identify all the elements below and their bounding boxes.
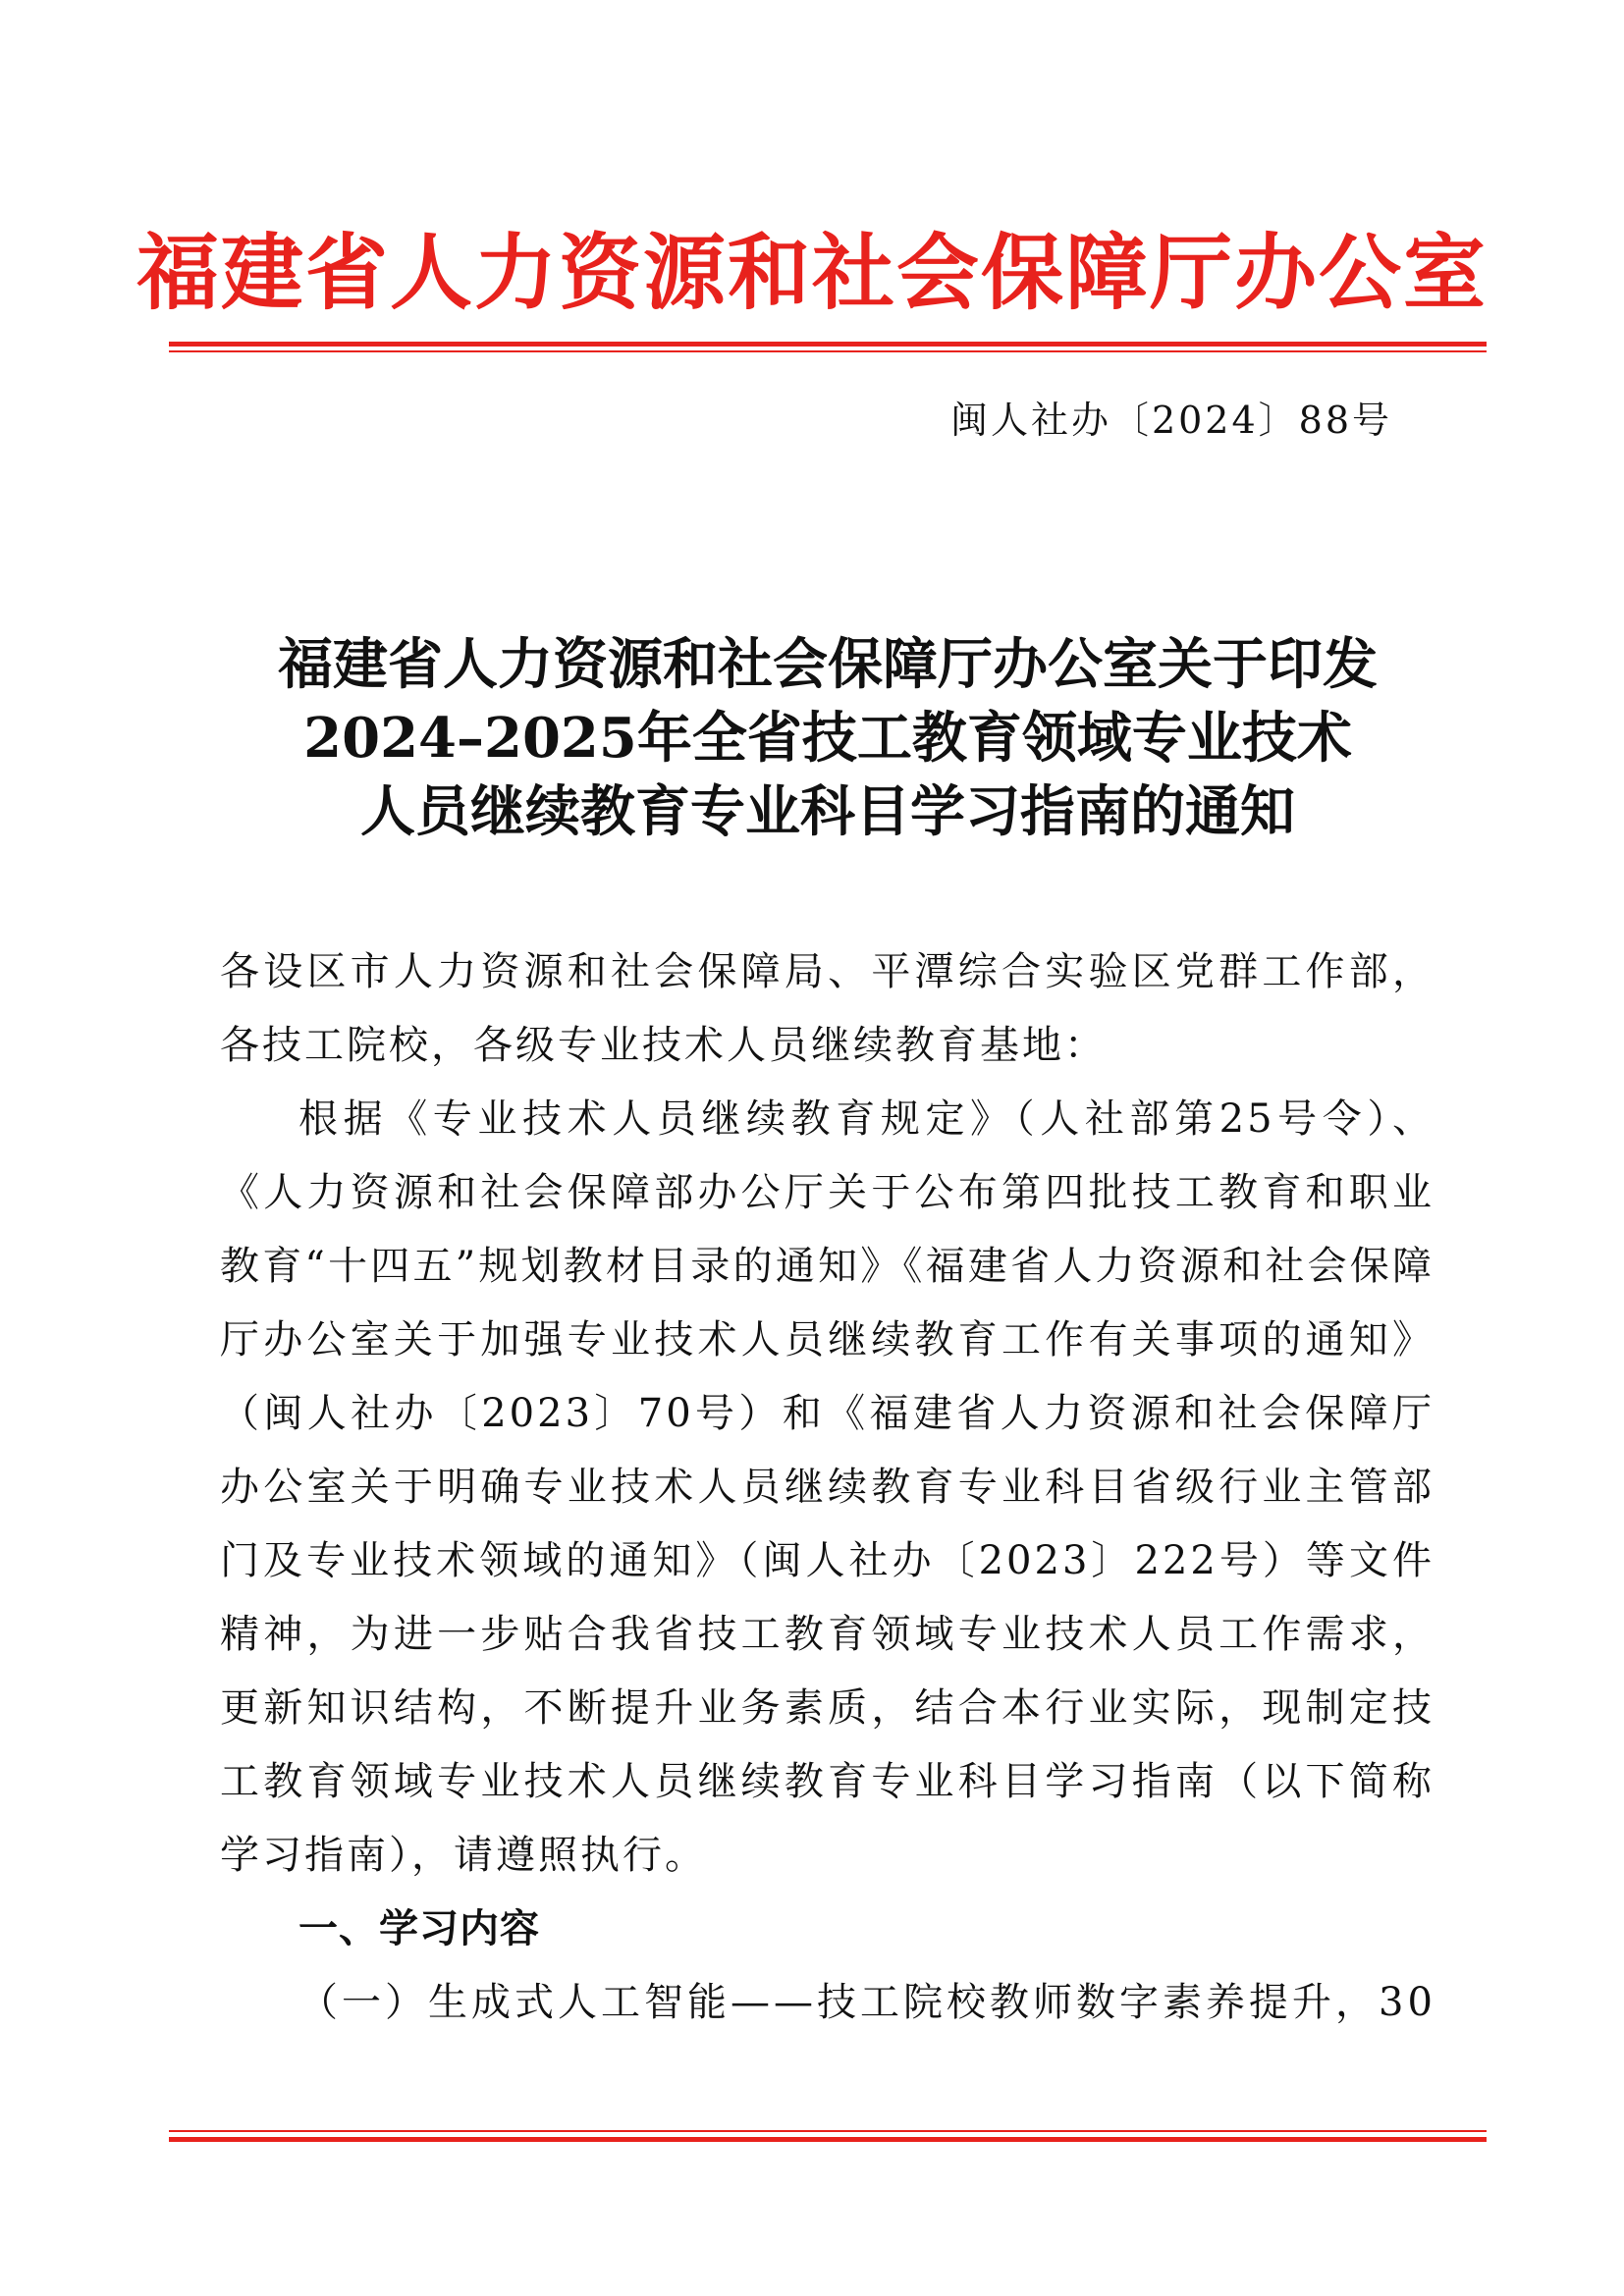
addressee: 各设区市人力资源和社会保障局、平潭综合实验区党群工作部，各技工院校，各级专业技术人员继续教育基地： [220,949,1435,1068]
document-title [169,628,1487,849]
body-paragraph-1: 根据《专业技术人员继续教育规定》（人社部第25号令）、《人力资源和社会保障部办公厅关于公布第四批技工教育和职业教育“十四五”规划教材目录的通知》《福建省人力资源和社会保障厅办公室关于加强专业技术人员继续教育工作有关事项的通知》（闽人社办〔2023〕70号）和《福建省人力资源和社会保障厅办公室关于明确专业技术人员继续教育专业科目省级行业主管部门及专业技术领域的通知》（闽人社办〔2023〕222号）等文件精神，为进一步贴合我省技工教育领域专业技术人员工作需求，更新知识结构，不断提升业务素质，结合本行业实际，现制定技工教育领域专业技术人员继续教育专业科目学习指南（以下简称学习指南），请遵照执行。 [220,1096,1435,1878]
header-rule-thick [169,342,1487,347]
section-heading-1: 一、学习内容 [298,1906,540,1951]
subsection-1: （一）生成式人工智能——技工院校教师数字素养提升，30 [298,1980,1436,2025]
header-rule-thin [169,350,1487,352]
title-line-3: 人员继续教育专业科目学习指南的通知 [360,779,1295,844]
footer-rule-thin [169,2130,1487,2132]
footer-rule-thick [169,2137,1487,2142]
document-body [220,935,1435,2040]
document-number: 闽人社办〔2024〕88号 [949,399,1392,442]
issuer-header: 福建省人力资源和社会保障厅办公室 [135,224,1488,321]
title-line-2: 2024–2025年全省技工教育领域专业技术 [303,706,1352,771]
title-line-1: 福建省人力资源和社会保障厅办公室关于印发 [278,632,1378,697]
